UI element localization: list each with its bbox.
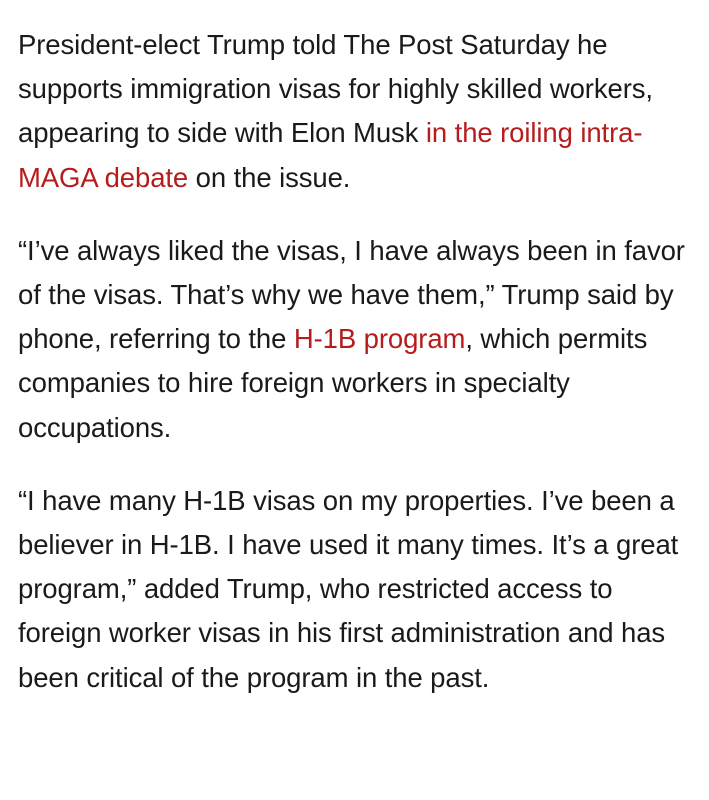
paragraph-2: [18, 229, 698, 450]
paragraph-2-tail: , which permits companies to hire foreign workers in specialty occupations.: [18, 323, 648, 443]
paragraph-3: [18, 479, 698, 700]
paragraph-1-tail: on the issue.: [188, 161, 351, 193]
paragraph-2-text: “I’ve always liked the visas, I have always been in favor of the visas. That’s why we have them,” Trump said by phone, referring to the: [18, 234, 685, 355]
paragraph-1: [18, 23, 698, 200]
paragraph-3-text: “I have many H-1B visas on my properties. I’ve been a believer in H-1B. I have used it many times. It’s a great program,” added Trump, who restricted access to foreign worker visas in his first administration and has been critical of the program in the past.: [18, 484, 679, 693]
paragraph-1-text: President-elect Trump told The Post Saturday he supports immigration visas for highly skilled workers, appearing to side with Elon Musk: [18, 29, 653, 149]
link-h1b-program[interactable]: H-1B program: [293, 323, 466, 355]
article-body: [18, 23, 698, 729]
link-intra-maga-debate[interactable]: in the roiling intra-MAGA debate: [18, 117, 643, 193]
